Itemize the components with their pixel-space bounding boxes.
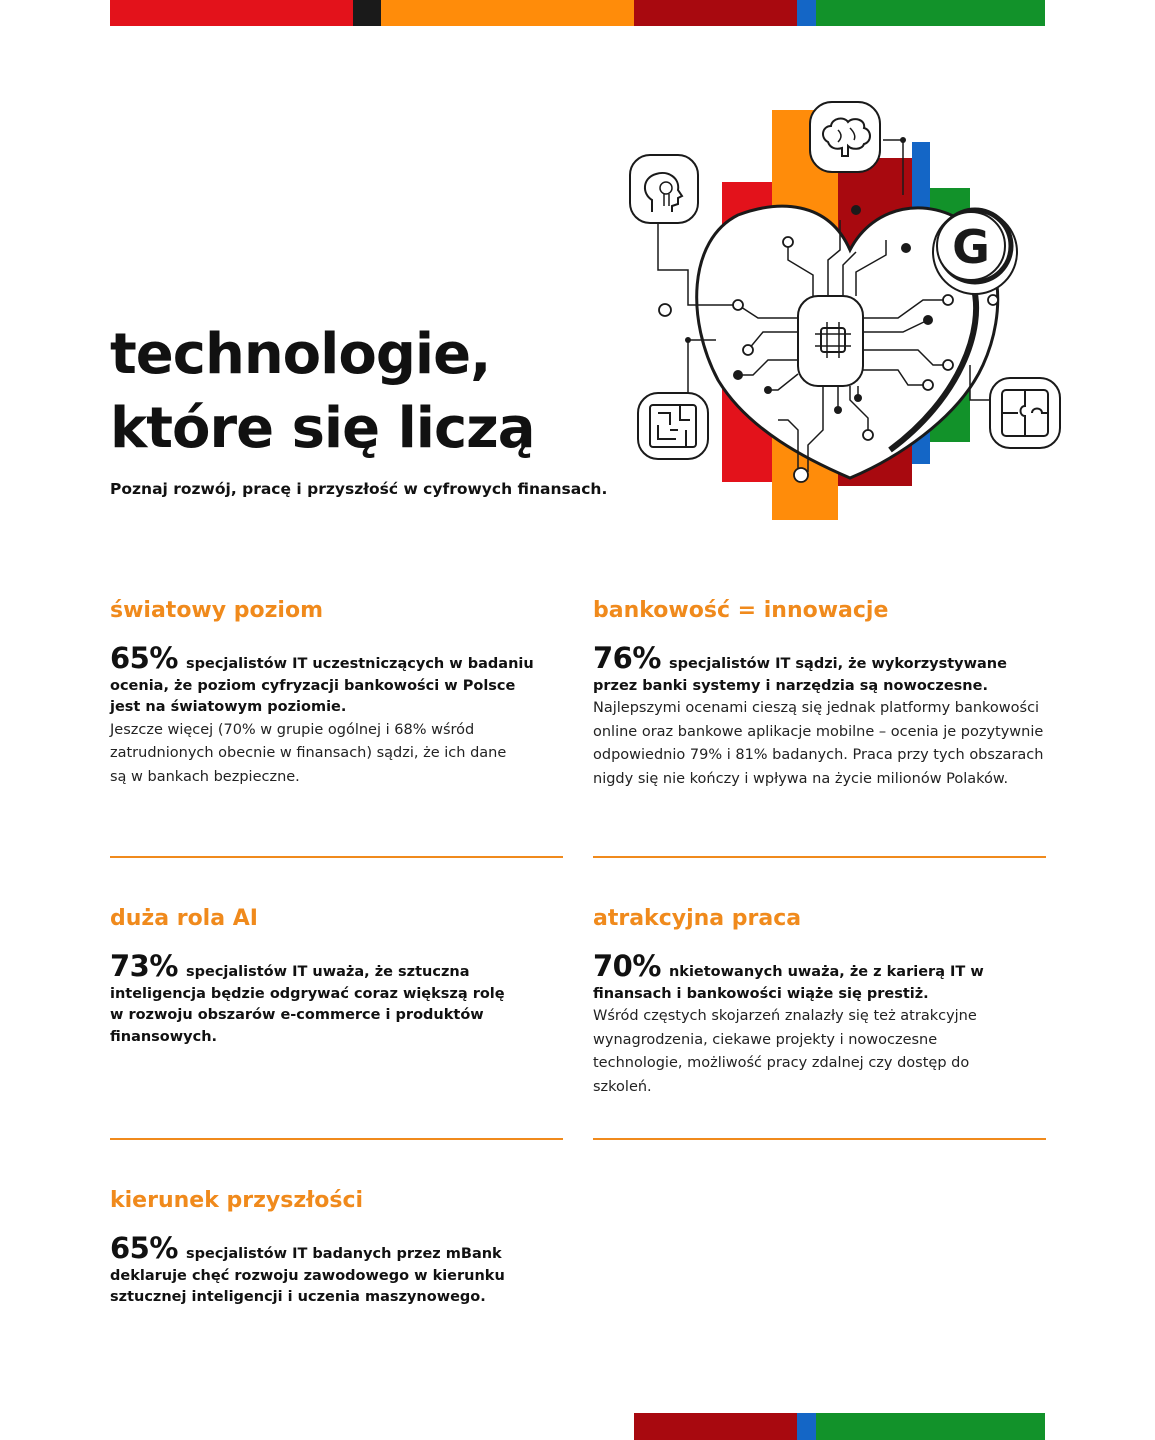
top-bar-dark-red xyxy=(634,0,797,26)
g-coin-icon xyxy=(933,210,1017,294)
stat-percent: 65% xyxy=(110,1231,178,1265)
page-subtitle: Poznaj rozwój, pracę i przyszłość w cyfrowych finansach. xyxy=(110,480,608,498)
section-body: Najlepszymi ocenami cieszą się jednak platformy bankowości online oraz bankowe aplikacje mobilne – ocenia je pozytywnie odpowiednio 79% i 81% badanych. Praca przy tych obszarach nigdy się nie kończy i wpływa na życie milionów Polaków. xyxy=(593,700,1044,787)
stat-percent: 73% xyxy=(110,949,178,983)
top-bar-green xyxy=(816,0,1045,26)
bottom-bar-green xyxy=(816,1413,1045,1440)
section-future-direction xyxy=(110,1186,565,1309)
section-lead xyxy=(110,641,550,719)
bottom-bar-blue xyxy=(797,1413,816,1440)
section-banking-innovation xyxy=(593,596,1055,791)
coin-letter: G xyxy=(952,220,990,274)
page-title xyxy=(110,318,535,466)
section-attractive-work xyxy=(593,904,1048,1099)
section-title: atrakcyjna praca xyxy=(593,906,802,931)
section-title: duża rola AI xyxy=(110,906,258,931)
section-lead xyxy=(110,1231,535,1309)
section-title: bankowość = innowacje xyxy=(593,598,889,623)
title-line-2: które się liczą xyxy=(110,396,535,461)
lead-text: specjalistów IT sądzi, że wykorzystywane przez banki systemy i narzędzia są nowoczesne. xyxy=(593,656,1007,694)
section-body: Jeszcze więcej (70% w grupie ogólnej i 68% wśród zatrudnionych obecnie w finansach) sądzi, że ich dane są w bankach bezpieczne. xyxy=(110,721,507,785)
divider xyxy=(110,1138,563,1140)
section-lead xyxy=(110,949,505,1048)
stat-percent: 65% xyxy=(110,641,178,675)
top-bar-red xyxy=(110,0,353,26)
maze-icon xyxy=(638,393,708,459)
section-body: Wśród częstych skojarzeń znalazły się też atrakcyjne wynagrodzenia, ciekawe projekty i nowoczesne technologie, możliwość pracy zdalnej czy dostęp do szkoleń. xyxy=(593,1008,977,1095)
brain-icon xyxy=(810,102,880,172)
divider xyxy=(593,1138,1046,1140)
stat-percent: 76% xyxy=(593,641,661,675)
lead-text: specjalistów IT uczestniczących w badaniu ocenia, że poziom cyfryzacji bankowości w Polsce jest na światowym poziomie. xyxy=(110,656,534,715)
section-global-level xyxy=(110,596,565,789)
lead-text: specjalistów IT uważa, że sztuczna inteligencja będzie odgrywać coraz większą rolę w rozwoju obszarów e-commerce i produktów finansowych. xyxy=(110,964,505,1045)
lead-text: specjalistów IT badanych przez mBank deklaruje chęć rozwoju zawodowego w kierunku sztucznej inteligencji i uczenia maszynowego. xyxy=(110,1246,505,1305)
lead-text: nkietowanych uważa, że z karierą IT w finansach i bankowości wiąże się prestiż. xyxy=(593,964,984,1002)
section-title: światowy poziom xyxy=(110,598,324,623)
bottom-bar-dark-red xyxy=(634,1413,797,1440)
section-title: kierunek przyszłości xyxy=(110,1188,364,1213)
top-bar-black xyxy=(353,0,381,26)
stat-percent: 70% xyxy=(593,949,661,983)
section-lead xyxy=(593,641,1023,697)
lightbulb-head-icon xyxy=(630,155,698,223)
puzzle-icon xyxy=(990,378,1060,448)
top-bar-blue xyxy=(797,0,816,26)
section-ai-role xyxy=(110,904,565,1048)
divider xyxy=(593,856,1046,858)
divider xyxy=(110,856,563,858)
heart-circuit-illustration xyxy=(628,100,1068,525)
chip-icon xyxy=(798,296,863,386)
top-bar-orange xyxy=(381,0,634,26)
section-lead xyxy=(593,949,988,1005)
title-line-1: technologie, xyxy=(110,322,491,387)
